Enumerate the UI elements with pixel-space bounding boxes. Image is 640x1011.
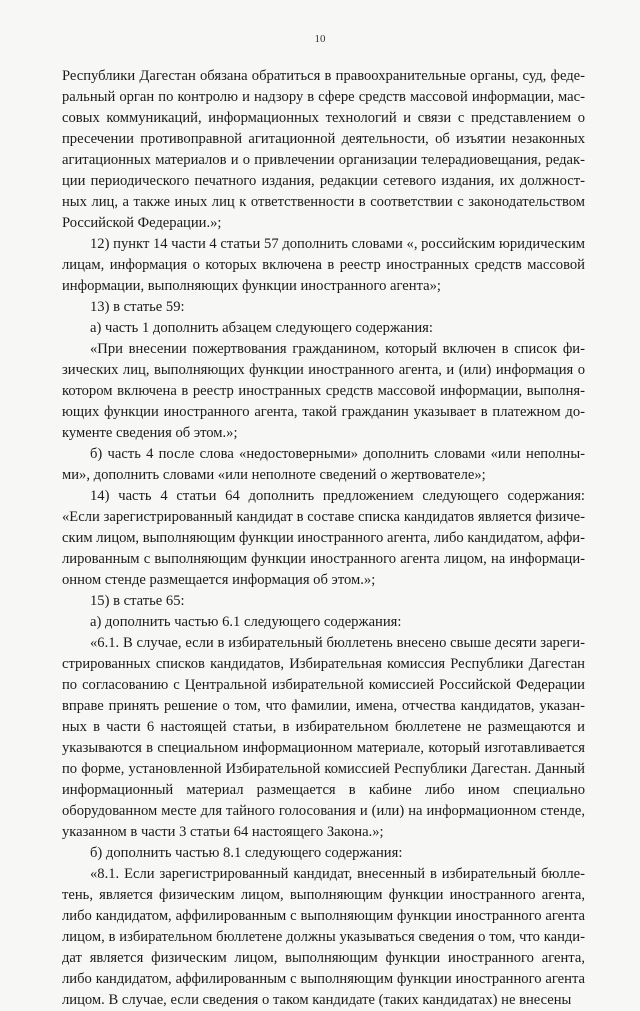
paragraph: 14) часть 4 статьи 64 дополнить предложением следующего содержания: «Если зарегистрированный кандидат в составе списка кандидатов является физическим лицом, выполняющим функции иностранного агента, либо кандидатом, аффилированным с выполняющим функции иностранного агента лицом, на информационном стенде размещается информация об этом.»; [62, 488, 585, 588]
paragraph: «8.1. Если зарегистрированный кандидат, внесенный в избирательный бюллeтень, является физическим лицом, выполняющим функции иностранного агента, либо кандидатом, аффилированным с выполняющим функции иностранного агента лицом, в избирательном бюллетене должны указываться сведения о том, что кандидат является физическим лицом, выполняющим функции иностранного агента, либо кандидатом, аффилированным с выполняющим функции иностранного агента лицом. В случае, если сведения о таком кандидате (таких кандидатах) не внесены [62, 866, 585, 1008]
paragraph: 15) в статье 65: [90, 593, 185, 609]
paragraph: 13) в статье 59: [90, 299, 185, 315]
paragraph: «При внесении пожертвования гражданином, который включен в список физических лиц, выполняющих функции иностранного агента, и (или) информация о котором включена в реестр иностранных средств массовой информации, выполняющих функции иностранного агента, такой гражданин указывает в платежном документе сведения об этом.»; [62, 341, 585, 441]
paragraph: а) часть 1 дополнить абзацем следующего содержания: [90, 320, 433, 336]
paragraph: б) часть 4 после слова «недостоверными» дополнить словами «или неполными», дополнить словами «или неполноте сведений о жертвователе»; [62, 446, 585, 483]
document-body [62, 66, 585, 1011]
paragraph: а) дополнить частью 6.1 следующего содержания: [90, 614, 402, 630]
paragraph: «6.1. В случае, если в избирательный бюллетень внесено свыше десяти зарегистрированных списков кандидатов, Избирательная комиссия Республики Дагестан по согласованию с Центральной избирательной комиссией Российской Федерации вправе принять решение о том, что фамилии, имена, отчества кандидатов, указанных в части 6 настоящей статьи, в избирательном бюллетене не размещаются и указываются в специальном информационном материале, который изготавливается по форме, установленной Избирательной комиссией Республики Дагестан. Данный информационный материал размещается в кабине либо ином специально оборудованном месте для тайного голосования и (или) на информационном стенде, указанном в части 3 статьи 64 настоящего Закона.»; [62, 635, 585, 840]
paragraph: б) дополнить частью 8.1 следующего содержания: [90, 845, 403, 861]
paragraph: 12) пункт 14 части 4 статьи 57 дополнить словами «, российским юридическим лицам, информация о которых включена в реестр иностранных средств массовой информации, выполняющих функции иностранного агента»; [62, 236, 585, 294]
paragraph: Республики Дагестан обязана обратиться в правоохранительные органы, суд, федеральный орган по контролю и надзору в сфере средств массовой информации, массовых коммуникаций, информационных технологий и связи с представлением о пресечении противоправной агитационной деятельности, об изъятии незаконных агитационных материалов и о привлечении организации телерадиовещания, редакции периодического печатного издания, редакции сетевого издания, их должностных лиц, а также иных лиц к ответственности в соответствии с законодательством Российской Федерации.»; [62, 68, 585, 231]
page-number: 10 [314, 33, 326, 45]
